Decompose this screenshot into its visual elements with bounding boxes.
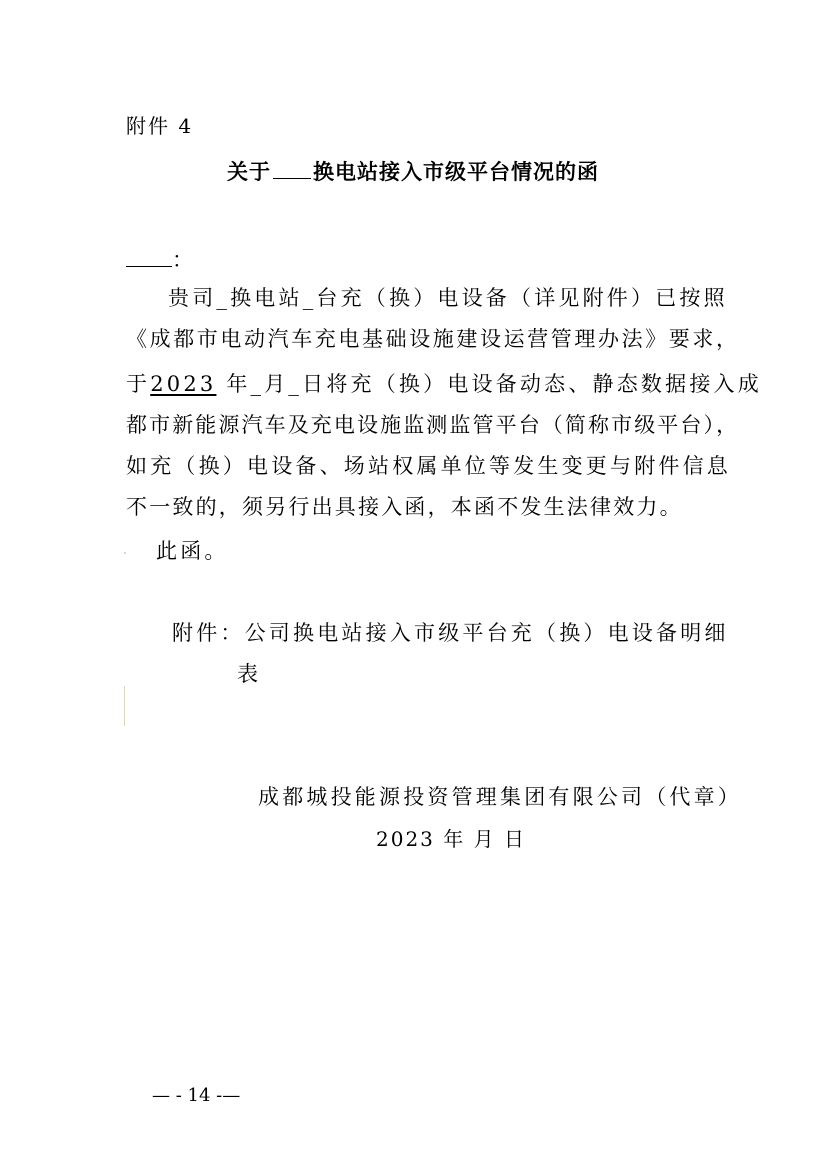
body-line-3-year: 2023 (150, 372, 217, 396)
body-line-6: 不一致的，须另行出具接入函，本函不发生法律效力。 (126, 495, 683, 519)
closing-phrase: 此函。 (156, 539, 229, 563)
document-title (0, 156, 826, 186)
body-line-3 (126, 368, 762, 398)
scan-speck (124, 552, 126, 554)
signature-company: 成都城投能源投资管理集团有限公司（代章） (258, 785, 742, 809)
title-suffix: 换电站接入市级平台情况的函 (313, 160, 599, 184)
signature-date: 2023 年 月 日 (376, 827, 526, 851)
salutation (126, 244, 193, 274)
body-line-4: 都市新能源汽车及充电设施监测监管平台（简称市级平台）， (126, 413, 740, 437)
title-prefix: 关于 (227, 160, 271, 184)
body-line-1 (168, 282, 728, 312)
salutation-blank (126, 250, 172, 267)
salutation-colon: ： (172, 248, 193, 272)
body-line-3-a: 于 (126, 372, 151, 396)
page-number: — - 14 -— (152, 1085, 241, 1106)
title-blank (273, 160, 311, 179)
attachment-label: 附件 4 (126, 114, 194, 138)
margin-mark (124, 686, 125, 726)
body-line-5: 如充（换）电设备、场站权属单位等发生变更与附件信息 (126, 454, 731, 478)
attachment-list-line-1: 附件：公司换电站接入市级平台充（换）电设备明细 (172, 621, 729, 645)
body-line-3-b: 年_月_日将充（换）电设备动态、静态数据接入成 (216, 372, 762, 396)
body-line-1-a: 贵司 (168, 286, 217, 310)
body-line-2: 《成都市电动汽车充电基础设施建设运营管理办法》要求， (126, 327, 740, 351)
body-line-1-b: _换电站_台充（换）电设备（详见附件）已按照 (216, 286, 728, 310)
attachment-list-line-2: 表 (237, 662, 262, 686)
